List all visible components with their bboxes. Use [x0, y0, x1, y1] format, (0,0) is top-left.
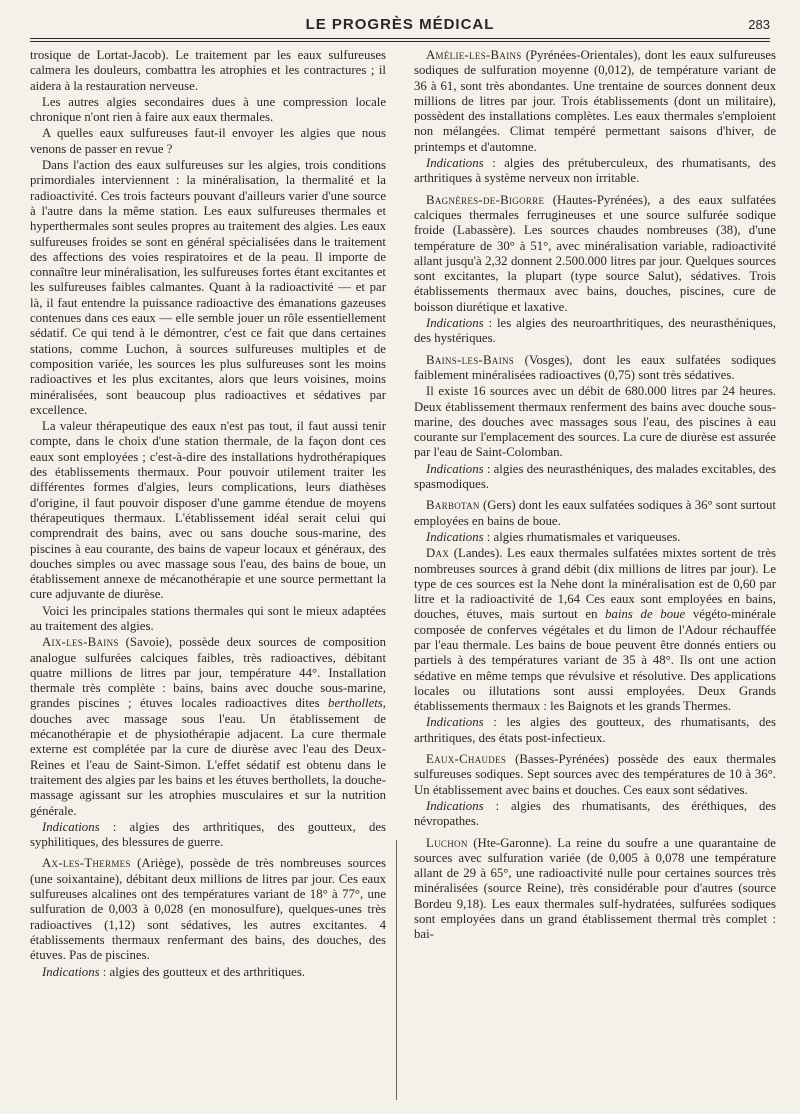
paragraph: Les autres algies secondaires dues à une compression locale chronique n'ont rien à faire aux eaux thermales.: [30, 94, 386, 125]
indications: Indications : les algies des goutteux, des rhumatisants, des arthritiques, des états post-infectieux.: [414, 715, 776, 745]
station-name: Bains-les-Bains: [426, 352, 515, 367]
header-rule-thin: [30, 41, 770, 42]
running-title: LE PROGRÈS MÉDICAL: [305, 16, 495, 33]
station-entry-dax: Dax (Landes). Les eaux thermales sulfatées mixtes sortent de très nombreuses sources à grand débit (dix millions de litres par jour). Le type de ces sources est la Nehe dont la minéralisation est de 0,60 par litre et la radioactivité de 1,64 Ces eaux sont employées en bains, douches, étuves, mais surtout en bains de boue végéto-minérale composée de conferves végétales et du limon de l'Adour réchauffée par l'eau thermale. Les bains de boue peuvent être donnés entiers ou partiels à des températures variant de 35 à 48°. Ils ont une action sédative en même temps que révulsive et résolutive. Des applications locales ou illutations sont aussi employées. Deux Grands établissements thermaux : les Baignots et les grands Thermes.: [414, 546, 776, 714]
column-divider: [396, 840, 397, 1100]
station-name: Eaux-Chaudes: [426, 752, 507, 767]
indications: Indications : algies des rhumatisants, des éréthiques, des névropathes.: [414, 798, 776, 829]
station-entry-ax: Ax-les-Thermes (Ariège), possède de très nombreuses sources (une soixantaine), débitant deux millions de litres par jour. Ces eaux sulfureuses alcalines ont des températures variant de 18° à 77°, une sulfuration de 0,003 à 0,028 (en monosulfure), quelques-unes très radioactives (1,12) sont sédatives, les autres excitantes. 4 établissements thermaux renfermant des bains, des douches, des étuves. Pas de piscines.: [30, 856, 386, 963]
indications: Indications : algies des neurasthéniques, des malades excitables, des spasmodiques.: [414, 461, 776, 492]
paragraph: Il existe 16 sources avec un débit de 680.000 litres par 24 heures. Deux établissement thermaux renferment des bains avec douche sous-marine, des douches avec massages sous l'eau, des piscines à eau courante sur l'emplacement des sources. La cure de diurèse est assurée par l'eau de Saint-Colomban.: [414, 384, 776, 460]
station-entry-bains: Bains-les-Bains (Vosges), dont les eaux sulfatées sodiques faiblement minéralisées radioactives (0,75) sont très sédatives.: [414, 352, 776, 382]
indications: Indications : algies des arthritiques, des goutteux, des syphilitiques, des blessures de guerre.: [30, 819, 386, 850]
station-entry-amelie: Amélie-les-Bains (Pyrénées-Orientales), dont les eaux sulfureuses sodiques de sulfuration moyenne (0,012), de température variant de 36 à 61, sont très abondantes. Une trentaine de sources donnent deux millions de litres par jour. Trois établissements (dont un militaire), possèdent des installations complètes. Les eaux thermales s'emploient non mélangées. Climat tempéré permettant saisons d'hiver, de printemps et d'automne.: [414, 48, 776, 154]
page-header: [30, 14, 770, 38]
station-name: Barbotan: [426, 498, 480, 513]
indications: Indications : algies rhumatismales et variqueuses.: [426, 529, 681, 544]
station-name: Amélie-les-Bains: [426, 48, 522, 62]
station-name: Bagnères-de-Bigorre: [426, 192, 545, 207]
indications: Indications : les algies des neuroarthritiques, des neurasthéniques, des hystériques.: [414, 316, 776, 346]
indications: Indications : algies des goutteux et des arthritiques.: [42, 964, 306, 979]
left-column: [30, 48, 386, 1108]
paragraph: A quelles eaux sulfureuses faut-il envoyer les algies que nous venons de passer en revue ?: [30, 126, 386, 156]
station-name: Ax-les-Thermes: [42, 856, 131, 871]
station-name: Dax: [426, 546, 450, 561]
station-name: Aix-les-Bains: [42, 635, 119, 650]
station-name: Luchon: [426, 835, 468, 850]
paragraph: Voici les principales stations thermales qui sont le mieux adaptées au traitement des algies.: [30, 603, 386, 633]
page-number: 283: [748, 17, 770, 32]
paragraph: trosique de Lortat-Jacob). Le traitement par les eaux sulfureuses calmera les douleurs, combattra les atrophies et les contractures ; il aidera à la restauration nerveuse.: [30, 48, 386, 93]
paragraph: La valeur thérapeutique des eaux n'est pas tout, il faut aussi tenir compte, dans le choix d'une station thermale, de la façon dont ces eaux sont employées ; c'est-à-dire des installations hydrothérapiques des établissements thermaux. Pour pouvoir utilement traiter les différentes formes d'algies, leurs complications, leurs diathèses d'origine, il faut pouvoir disposer d'une gamme étendue de moyens thérapeutiques thermaux. L'établissement idéal serait celui qui comprendrait des bains, avec ou sans douche sous-marine, des piscines à eau courante, des bains de vapeur locaux et généraux, des douches simples ou avec massage sous l'eau, des bains de boue, un établissement annexe de mécanothérapie et une source permettant la cure adjuvante de diurèse.: [30, 419, 386, 602]
station-entry-eaux-chaudes: Eaux-Chaudes (Basses-Pyrénées) possède des eaux thermales sulfureuses sodiques. Sept sources avec des températures de 10 à 36°. Un établissement avec bains et douches. Ces eaux sont sédatives.: [414, 752, 776, 797]
right-column: [414, 48, 776, 1108]
station-entry-luchon: Luchon (Hte-Garonne). La reine du soufre a une quarantaine de sources avec sulfuration variée (de 0,005 à 0,078 une température allant de 29 à 65°, une radioactivité nulle pour certaines sources très minéralisées (source Reine), très considérable pour d'autres (source Bordeu 9,18). Les eaux thermales sulf-hydratées, sulfurées sodiques sont employées dans un grand établissement thermal très complet : bai-: [414, 835, 776, 942]
paragraph: Dans l'action des eaux sulfureuses sur les algies, trois conditions primordiales interviennent : la minéralisation, la thermalité et la radioactivité. Ces trois facteurs pouvant d'ailleurs varier d'une source à l'autre dans la même station. Les eaux sulfureuses thermales et hyperthermales sont seules propres au traitement des algies. Les eaux sulfureuses froides se sont en général spécialisées dans le traitement des affections des voies respiratoires et de la peau. Il importe de connaître leur minéralisation, les sulfureuses fortes étant excitantes et les sulfureuses faibles calmantes. Quant à la radioactivité — et par là, il faut entendre la puissance radioactive des émanations gazeuses contenues dans ces eaux — elle semble jouer un rôle essentiellement sédatif. Ce qui tend à le démontrer, c'est ce fait que dans certaines stations, comme Luchon, à sources sulfureuses multiples et de composition variée, les sources les plus sulfureuses sont les moins radioactives et les plus excitantes, alors que leurs voisines, moins minéralisées, sont beaucoup plus radioactives et sédatives par excellence.: [30, 158, 386, 417]
station-entry-aix: Aix-les-Bains (Savoie), possède deux sources de composition analogue sulfurées calciques faibles, très radioactives, débitant quatre millions de litres par jour, température 44°. Installation thermale très complète : bains, bains avec douche sous-marine, grandes piscines ; étuves locales radioactives dites berthollets, douches avec massage sous l'eau. Un établissement de mécanothérapie et de physiothérapie adjacent. La cure thermale externe est complétée par la cure de diurèse avec l'eau des Deux-Reines et l'eau de Saint-Simon. L'effet sédatif est obtenu dans le traitement des algies par les bains et les étuves berthollets, la douche-massage agissant sur les atrophies musculaires et sur la nutrition générale.: [30, 635, 386, 818]
station-entry-barbotan: Barbotan (Gers) dont les eaux sulfatées sodiques à 36° sont surtout employées en bains de boue.: [414, 498, 776, 528]
header-rule: [30, 38, 770, 39]
indications: Indications : algies des prétuberculeux, des rhumatisants, des arthritiques à système nerveux non irritable.: [414, 156, 776, 186]
station-entry-bagneres: Bagnères-de-Bigorre (Hautes-Pyrénées), a des eaux sulfatées calciques thermales ferrugineuses et une source sulfurée sodique froide (Labassère). Les sources chaudes nombreuses (38), d'une température de 30° à 51°, avec minéralisation variable, radioactivité allant jusqu'à 2,32 donnent 2.500.000 litres par jour. Quelques sources sont excitantes, la plupart (type source Salut), sédatives. Trois établissements thermaux avec bains, douches, piscines, cure de boisson diurétique et laxative.: [414, 192, 776, 314]
